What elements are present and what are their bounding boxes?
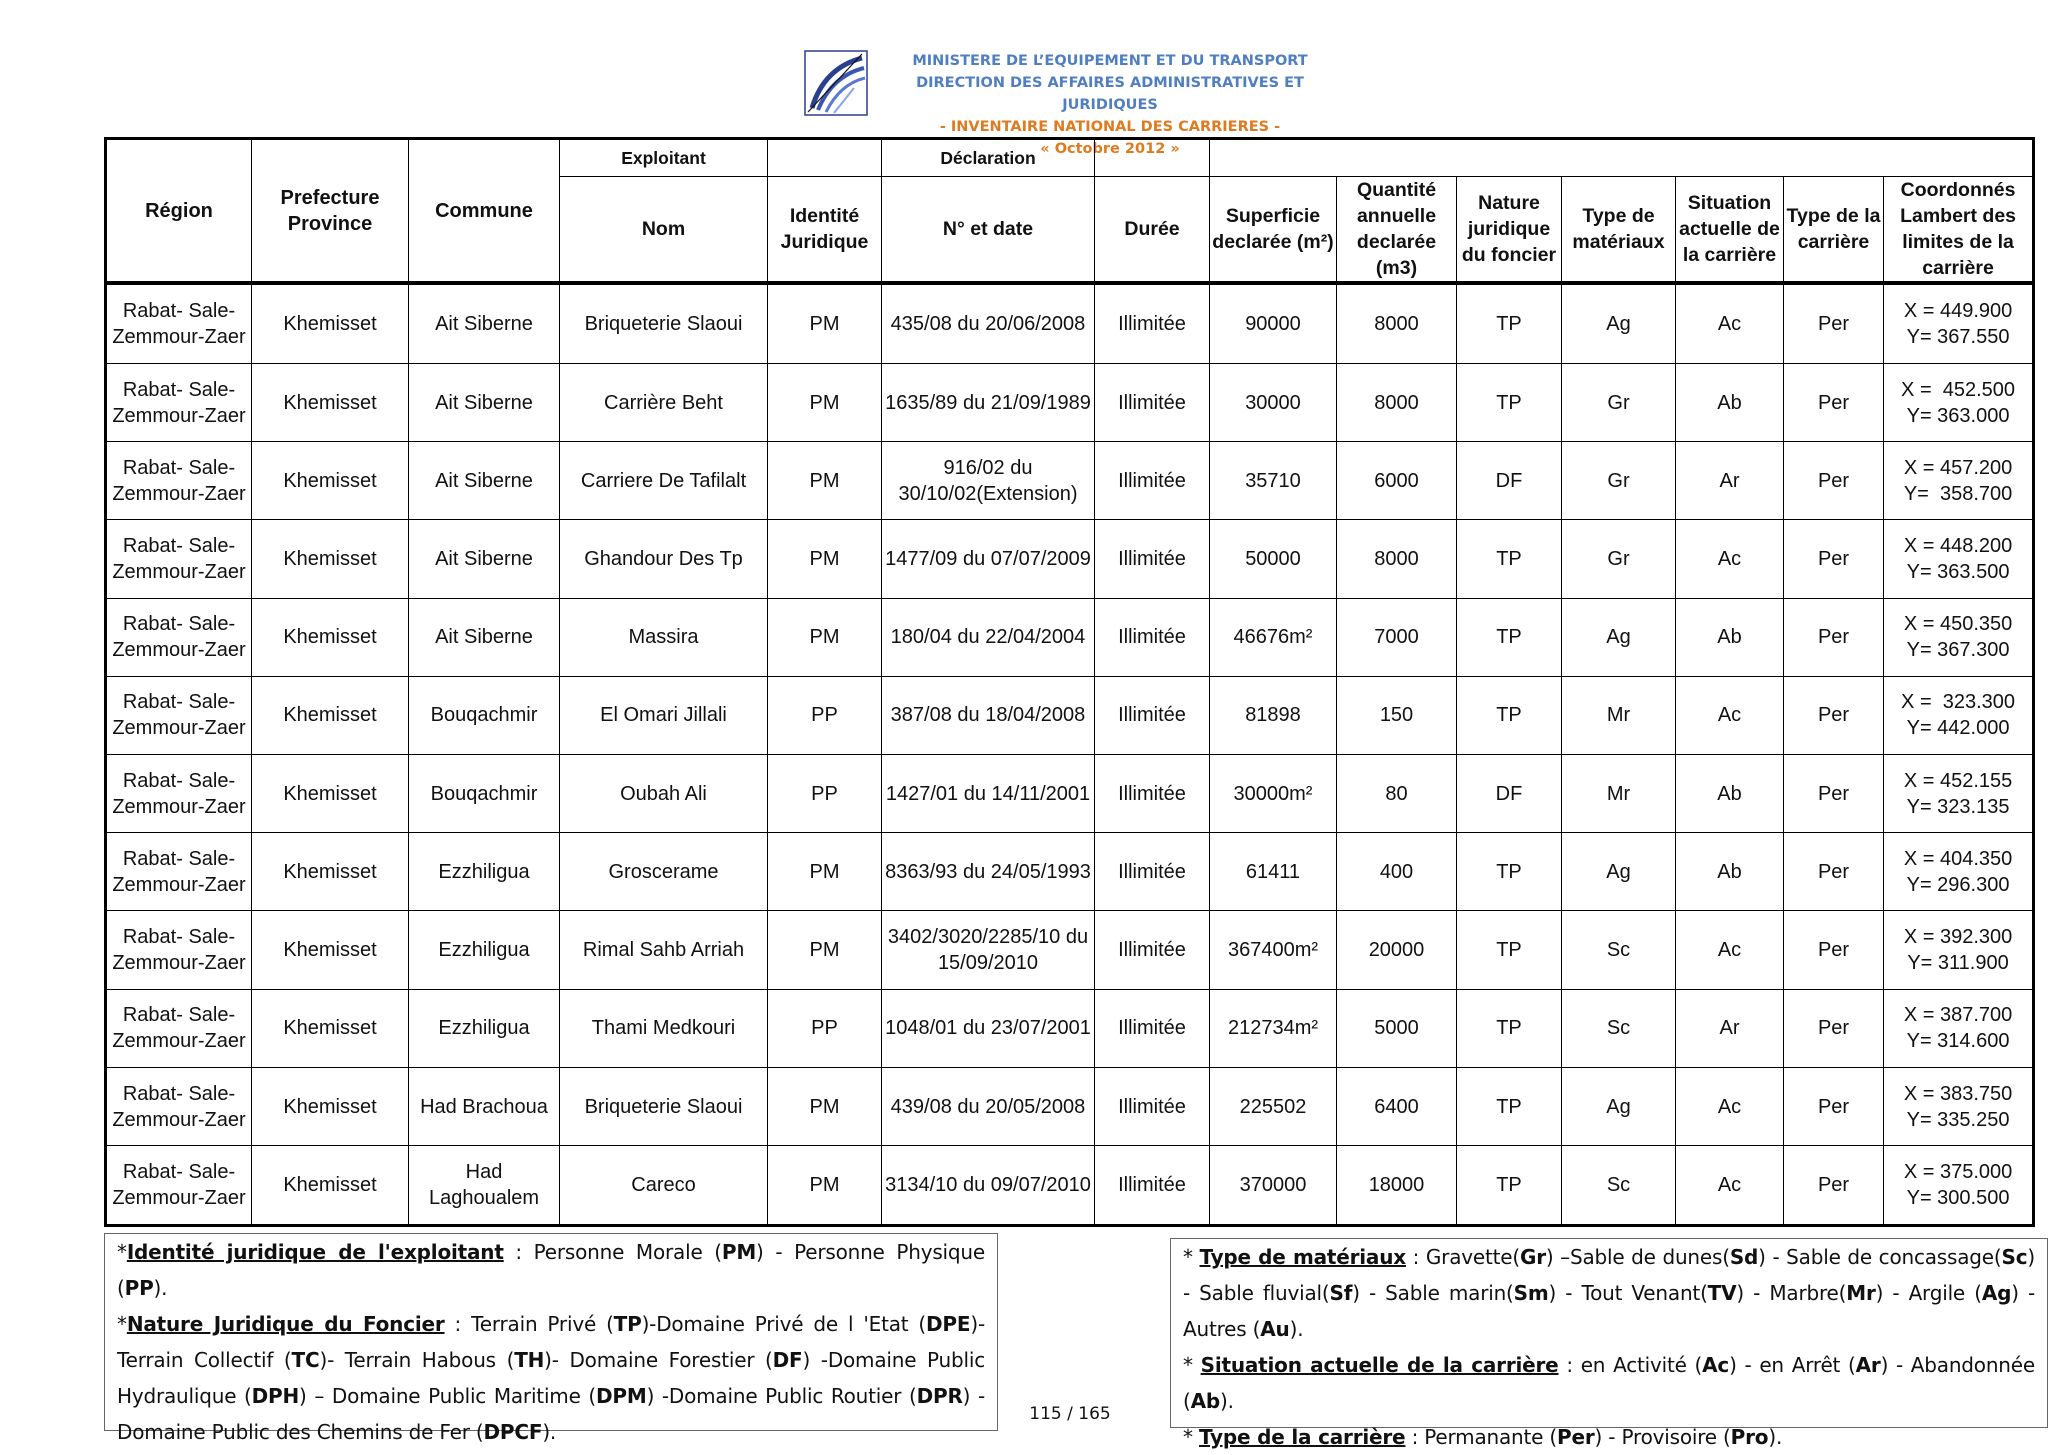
cell-situation: Ac	[1676, 1146, 1784, 1226]
cell-superficie: 225502	[1210, 1067, 1337, 1145]
legend-code: Sf	[1329, 1281, 1353, 1305]
cell-coordonnees	[1884, 442, 2034, 520]
cell-coordonnees	[1884, 989, 2034, 1067]
cell-type-car: Per	[1784, 283, 1884, 363]
cell-type-car: Per	[1784, 911, 1884, 989]
cell-quantite: 5000	[1337, 989, 1457, 1067]
cell-nature: TP	[1457, 833, 1562, 911]
legend-situation: * Situation actuelle de la carrière : en Activité (Ac) - en Arrêt (Ar) - Abandonnée (Ab).	[1183, 1353, 2035, 1413]
cell-identite: PP	[768, 676, 882, 754]
cell-commune: Had Brachoua	[409, 1067, 560, 1145]
legend-text: ) - Domaine Public des Chemins de Fer (	[117, 1384, 986, 1444]
cell-quantite: 80	[1337, 755, 1457, 833]
cell-prefecture: Khemisset	[252, 755, 409, 833]
cell-duree: Illimitée	[1095, 833, 1210, 911]
cell-region: Rabat- Sale-Zemmour-Zaer	[106, 989, 252, 1067]
ministry-logo-icon	[804, 50, 868, 116]
cell-nom: Massira	[560, 598, 768, 676]
coord-x: X = 448.200	[1903, 534, 2013, 557]
cell-region: Rabat- Sale-Zemmour-Zaer	[106, 755, 252, 833]
cell-coordonnees	[1884, 755, 2034, 833]
ministry-title: MINISTERE DE L’EQUIPEMENT ET DU TRANSPORT	[912, 53, 1308, 69]
legend-code: DPH	[251, 1384, 300, 1408]
direction-title: DIRECTION DES AFFAIRES ADMINISTRATIVES ET JURIDIQUES	[916, 75, 1304, 113]
header-group-empty-1	[768, 139, 882, 177]
cell-numero: 1427/01 du 14/11/2001	[882, 755, 1095, 833]
cell-commune: Ait Siberne	[409, 363, 560, 441]
legend-code: Sd	[1729, 1245, 1759, 1269]
cell-identite: PP	[768, 755, 882, 833]
cell-region: Rabat- Sale-Zemmour-Zaer	[106, 833, 252, 911]
cell-nature: TP	[1457, 363, 1562, 441]
cell-type-mat: Sc	[1562, 911, 1676, 989]
legend-text: ) – Domaine Public Maritime (	[299, 1384, 597, 1408]
coord-y: Y= 367.300	[1906, 639, 2010, 662]
legend-code: Per	[1557, 1425, 1595, 1449]
legend-text: ) - Autres (	[1183, 1281, 2035, 1341]
cell-commune: Bouqachmir	[409, 755, 560, 833]
cell-commune: Ait Siberne	[409, 520, 560, 598]
cell-quantite: 8000	[1337, 283, 1457, 363]
coord-x: X = 323.300	[1901, 691, 2016, 714]
legend-text: : Gravette(	[1405, 1245, 1520, 1269]
cell-type-mat: Sc	[1562, 989, 1676, 1067]
legend-text: ) - Sable marin(	[1352, 1281, 1514, 1305]
legend-text: ) -Domaine Public Hydraulique (	[117, 1348, 986, 1408]
cell-prefecture: Khemisset	[252, 363, 409, 441]
cell-situation: Ac	[1676, 676, 1784, 754]
cell-nature: TP	[1457, 283, 1562, 363]
coord-x: X = 383.750	[1903, 1082, 2013, 1105]
legend-text: ) –Sable de dunes(	[1545, 1245, 1730, 1269]
cell-quantite: 6400	[1337, 1067, 1457, 1145]
legend-text: ) - Sable de concassage(	[1758, 1245, 2002, 1269]
legend-code: DPE	[926, 1312, 971, 1336]
cell-superficie: 370000	[1210, 1146, 1337, 1226]
cell-superficie: 30000m²	[1210, 755, 1337, 833]
header-prefecture: Prefecture Province	[252, 139, 409, 284]
header-group-declaration: Déclaration	[882, 139, 1095, 177]
cell-identite: PM	[768, 1067, 882, 1145]
cell-quantite: 400	[1337, 833, 1457, 911]
legend-code: Sc	[2001, 1245, 2028, 1269]
cell-commune: Ait Siberne	[409, 598, 560, 676]
cell-duree: Illimitée	[1095, 755, 1210, 833]
cell-nature: TP	[1457, 989, 1562, 1067]
header-nature: Nature juridique du foncier	[1457, 177, 1562, 284]
table-row	[106, 911, 2034, 989]
table-row	[106, 755, 2034, 833]
cell-coordonnees	[1884, 520, 2034, 598]
cell-nature: TP	[1457, 598, 1562, 676]
cell-commune: Ait Siberne	[409, 283, 560, 363]
legend-text: )- Terrain Habous (	[319, 1348, 515, 1372]
cell-quantite: 8000	[1337, 363, 1457, 441]
cell-numero: 1635/89 du 21/09/1989	[882, 363, 1095, 441]
coord-x: X = 392.300	[1903, 926, 2013, 949]
cell-type-car: Per	[1784, 442, 1884, 520]
legend-nature: *Nature Juridique du Foncier : Terrain Privé (TP)-Domaine Privé de l 'Etat (DPE)- Terrain Collectif (TC)- Terrain Habous (TH)- Domaine Forestier (DF) -Domaine Public Hydraulique (DPH) – Domaine Public Maritime (DPM) -Domaine Public Routier (DPR) - Domaine Public des Chemins de Fer (DPCF).	[117, 1312, 986, 1444]
legend-code: DF	[772, 1348, 803, 1372]
cell-coordonnees	[1884, 1067, 2034, 1145]
cell-type-mat: Ag	[1562, 833, 1676, 911]
header-group-exploitant: Exploitant	[560, 139, 768, 177]
cell-type-car: Per	[1784, 833, 1884, 911]
legend-code: Ar	[1855, 1353, 1881, 1377]
cell-superficie: 90000	[1210, 283, 1337, 363]
cell-duree: Illimitée	[1095, 911, 1210, 989]
cell-region: Rabat- Sale-Zemmour-Zaer	[106, 911, 252, 989]
header-duree: Durée	[1095, 177, 1210, 284]
header-nom: Nom	[560, 177, 768, 284]
legend-text: : Terrain Privé (	[444, 1312, 614, 1336]
legend-text: ) -Domaine Public Routier (	[646, 1384, 917, 1408]
header-identite: Identité Juridique	[768, 177, 882, 284]
cell-coordonnees	[1884, 363, 2034, 441]
cell-duree: Illimitée	[1095, 283, 1210, 363]
legend-text: : Permanante (	[1405, 1425, 1558, 1449]
cell-situation: Ac	[1676, 1067, 1784, 1145]
cell-situation: Ab	[1676, 598, 1784, 676]
cell-situation: Ab	[1676, 833, 1784, 911]
coord-x: X = 404.350	[1903, 847, 2013, 870]
cell-nom: Rimal Sahb Arriah	[560, 911, 768, 989]
cell-quantite: 7000	[1337, 598, 1457, 676]
cell-type-car: Per	[1784, 755, 1884, 833]
legend-code: TC	[291, 1348, 320, 1372]
legend-left	[104, 1233, 998, 1444]
header-group-empty-3	[1210, 139, 2034, 177]
coord-y: Y= 367.550	[1906, 325, 2010, 348]
legend-text: ).	[542, 1420, 557, 1444]
cell-nom: Briqueterie Slaoui	[560, 283, 768, 363]
table-row	[106, 283, 2034, 363]
header-group-empty-2	[1095, 139, 1210, 177]
cell-commune: Ezzhiligua	[409, 833, 560, 911]
coord-x: X = 449.900	[1903, 299, 2013, 322]
cell-identite: PM	[768, 598, 882, 676]
header-superficie: Superficie declarée (m²)	[1210, 177, 1337, 284]
header-quantite: Quantité annuelle declarée (m3)	[1337, 177, 1457, 284]
legend-code: TH	[514, 1348, 545, 1372]
cell-numero: 387/08 du 18/04/2008	[882, 676, 1095, 754]
cell-type-car: Per	[1784, 520, 1884, 598]
cell-numero: 439/08 du 20/05/2008	[882, 1067, 1095, 1145]
cell-situation: Ar	[1676, 442, 1784, 520]
cell-prefecture: Khemisset	[252, 989, 409, 1067]
quarries-table	[104, 137, 2035, 1227]
cell-quantite: 150	[1337, 676, 1457, 754]
cell-type-mat: Mr	[1562, 755, 1676, 833]
coord-x: X = 450.350	[1903, 613, 2013, 636]
legend-code: Ac	[1702, 1353, 1730, 1377]
cell-coordonnees	[1884, 1146, 2034, 1226]
cell-type-car: Per	[1784, 1067, 1884, 1145]
legend-typecar-key: Type de la carrière	[1198, 1425, 1406, 1449]
coord-y: Y= 323.135	[1906, 795, 2010, 818]
header-coordonnees: Coordonnés Lambert des limites de la carrière	[1884, 177, 2034, 284]
cell-numero: 435/08 du 20/06/2008	[882, 283, 1095, 363]
cell-region: Rabat- Sale-Zemmour-Zaer	[106, 1067, 252, 1145]
cell-numero: 916/02 du 30/10/02(Extension)	[882, 442, 1095, 520]
cell-type-car: Per	[1784, 1146, 1884, 1226]
header-region: Région	[106, 139, 252, 284]
cell-nom: Carrière Beht	[560, 363, 768, 441]
cell-commune: Ait Siberne	[409, 442, 560, 520]
coord-y: Y= 314.600	[1906, 1030, 2010, 1053]
legend-text: ) - Tout Venant(	[1548, 1281, 1708, 1305]
cell-numero: 3402/3020/2285/10 du 15/09/2010	[882, 911, 1095, 989]
legend-code: DPCF	[483, 1420, 543, 1444]
legend-code: Gr	[1520, 1245, 1546, 1269]
coord-y: Y= 311.900	[1907, 952, 2009, 975]
coord-y: Y= 300.500	[1906, 1187, 2010, 1210]
cell-type-car: Per	[1784, 989, 1884, 1067]
legend-nature-key: Nature Juridique du Foncier	[126, 1312, 445, 1336]
table-row	[106, 598, 2034, 676]
cell-situation: Ab	[1676, 363, 1784, 441]
coord-x: X = 452.155	[1903, 769, 2013, 792]
header-type-materiaux: Type de matériaux	[1562, 177, 1676, 284]
coord-y: Y= 296.300	[1906, 873, 2010, 896]
cell-nature: TP	[1457, 1067, 1562, 1145]
coord-y: Y= 363.000	[1906, 404, 2010, 427]
cell-commune: Ezzhiligua	[409, 911, 560, 989]
legend-text: ) - Abandonnée (	[1183, 1353, 2035, 1413]
legend-text: )-Domaine Privé de l 'Etat (	[641, 1312, 927, 1336]
legend-code: Pro	[1730, 1425, 1769, 1449]
cell-quantite: 8000	[1337, 520, 1457, 598]
cell-region: Rabat- Sale-Zemmour-Zaer	[106, 1146, 252, 1226]
table-row	[106, 989, 2034, 1067]
cell-type-car: Per	[1784, 598, 1884, 676]
document-header	[0, 50, 2048, 157]
legend-text: ) - Sable fluvial(	[1183, 1245, 2035, 1305]
cell-nature: DF	[1457, 755, 1562, 833]
cell-duree: Illimitée	[1095, 1146, 1210, 1226]
legend-text: )- Domaine Forestier (	[544, 1348, 773, 1372]
header-commune: Commune	[409, 139, 560, 284]
cell-nom: Careco	[560, 1146, 768, 1226]
header-type-carriere: Type de la carrière	[1784, 177, 1884, 284]
cell-numero: 1048/01 du 23/07/2001	[882, 989, 1095, 1067]
cell-prefecture: Khemisset	[252, 1067, 409, 1145]
cell-identite: PM	[768, 520, 882, 598]
inventory-title: - INVENTAIRE NATIONAL DES CARRIERES -	[939, 119, 1281, 135]
legend-text: ).	[1220, 1389, 1234, 1413]
cell-type-mat: Ag	[1562, 1067, 1676, 1145]
cell-nature: TP	[1457, 911, 1562, 989]
table-row	[106, 676, 2034, 754]
cell-coordonnees	[1884, 833, 2034, 911]
cell-superficie: 81898	[1210, 676, 1337, 754]
cell-nom: Ghandour Des Tp	[560, 520, 768, 598]
legend-text: ) - Marbre(	[1736, 1281, 1847, 1305]
cell-numero: 8363/93 du 24/05/1993	[882, 833, 1095, 911]
cell-nature: TP	[1457, 520, 1562, 598]
cell-nom: Briqueterie Slaoui	[560, 1067, 768, 1145]
coord-x: X = 457.200	[1903, 456, 2013, 479]
legend-code: Sm	[1513, 1281, 1549, 1305]
cell-numero: 3134/10 du 09/07/2010	[882, 1146, 1095, 1226]
legend-code: DPM	[596, 1384, 647, 1408]
cell-type-mat: Ag	[1562, 598, 1676, 676]
cell-situation: Ab	[1676, 755, 1784, 833]
cell-quantite: 20000	[1337, 911, 1457, 989]
report-date: « Octobre 2012 »	[1040, 141, 1180, 157]
coord-y: Y= 335.250	[1906, 1108, 2010, 1131]
cell-region: Rabat- Sale-Zemmour-Zaer	[106, 283, 252, 363]
legend-identite: *Identité juridique de l'exploitant : Personne Morale (PM) - Personne Physique (PP).	[117, 1240, 985, 1300]
legend-code: Ag	[1981, 1281, 2012, 1305]
cell-nature: TP	[1457, 676, 1562, 754]
cell-prefecture: Khemisset	[252, 1146, 409, 1226]
table-row	[106, 1067, 2034, 1145]
coord-y: Y= 363.500	[1906, 560, 2010, 583]
cell-duree: Illimitée	[1095, 1067, 1210, 1145]
legend-right	[1170, 1238, 2048, 1449]
legend-text: ).	[1768, 1425, 1783, 1449]
header-situation: Situation actuelle de la carrière	[1676, 177, 1784, 284]
cell-duree: Illimitée	[1095, 989, 1210, 1067]
cell-superficie: 61411	[1210, 833, 1337, 911]
legend-situation-key: Situation actuelle de la carrière	[1200, 1353, 1559, 1377]
cell-type-mat: Gr	[1562, 442, 1676, 520]
cell-region: Rabat- Sale-Zemmour-Zaer	[106, 442, 252, 520]
cell-coordonnees	[1884, 283, 2034, 363]
legend-text: ) - Provisoire (	[1594, 1425, 1731, 1449]
cell-identite: PM	[768, 363, 882, 441]
cell-type-mat: Ag	[1562, 283, 1676, 363]
legend-text: ).	[1289, 1317, 1304, 1341]
cell-identite: PM	[768, 1146, 882, 1226]
legend-text: : en Activité (	[1558, 1353, 1703, 1377]
cell-superficie: 35710	[1210, 442, 1337, 520]
legend-text: ) - Argile (	[1875, 1281, 1982, 1305]
cell-situation: Ac	[1676, 911, 1784, 989]
cell-coordonnees	[1884, 911, 2034, 989]
legend-text: ) - en Arrêt (	[1729, 1353, 1856, 1377]
legend-code: Ab	[1190, 1389, 1221, 1413]
cell-type-car: Per	[1784, 363, 1884, 441]
header-numero: N° et date	[882, 177, 1095, 284]
cell-commune: Had Laghoualem	[409, 1146, 560, 1226]
coord-y: Y= 442.000	[1906, 717, 2010, 740]
legend-code: TP	[613, 1312, 642, 1336]
cell-identite: PM	[768, 911, 882, 989]
page-number: 115 / 165	[1029, 1404, 1111, 1424]
legend-type-key: Type de matériaux	[1199, 1245, 1406, 1269]
legend-type-carriere: * Type de la carrière : Permanante (Per) - Provisoire (Pro).	[1183, 1425, 1783, 1449]
table-row	[106, 1146, 2034, 1226]
cell-coordonnees	[1884, 676, 2034, 754]
legend-type-materiaux: * Type de matériaux : Gravette(Gr) –Sable de dunes(Sd) - Sable de concassage(Sc) - Sable fluvial(Sf) - Sable marin(Sm) - Tout Venant(TV) - Marbre(Mr) - Argile (Ag) - Autres (Au).	[1183, 1245, 2035, 1341]
cell-superficie: 30000	[1210, 363, 1337, 441]
cell-prefecture: Khemisset	[252, 833, 409, 911]
cell-region: Rabat- Sale-Zemmour-Zaer	[106, 363, 252, 441]
cell-prefecture: Khemisset	[252, 283, 409, 363]
cell-identite: PM	[768, 833, 882, 911]
cell-type-mat: Sc	[1562, 1146, 1676, 1226]
legend-code: Mr	[1846, 1281, 1876, 1305]
cell-nom: Groscerame	[560, 833, 768, 911]
legend-code: DPR	[916, 1384, 963, 1408]
legend-code: Au	[1260, 1317, 1290, 1341]
cell-commune: Ezzhiligua	[409, 989, 560, 1067]
cell-type-car: Per	[1784, 676, 1884, 754]
cell-quantite: 6000	[1337, 442, 1457, 520]
cell-nom: Thami Medkouri	[560, 989, 768, 1067]
cell-type-mat: Mr	[1562, 676, 1676, 754]
coord-x: X = 387.700	[1903, 1004, 2013, 1027]
cell-quantite: 18000	[1337, 1146, 1457, 1226]
cell-duree: Illimitée	[1095, 520, 1210, 598]
cell-nom: El Omari Jillali	[560, 676, 768, 754]
cell-duree: Illimitée	[1095, 442, 1210, 520]
cell-prefecture: Khemisset	[252, 598, 409, 676]
coord-y: Y= 358.700	[1903, 482, 2013, 505]
cell-nom: Carriere De Tafilalt	[560, 442, 768, 520]
cell-superficie: 212734m²	[1210, 989, 1337, 1067]
cell-superficie: 367400m²	[1210, 911, 1337, 989]
cell-region: Rabat- Sale-Zemmour-Zaer	[106, 598, 252, 676]
coord-x: X = 375.000	[1903, 1161, 2013, 1184]
cell-prefecture: Khemisset	[252, 911, 409, 989]
table-body	[106, 283, 2034, 1226]
cell-identite: PM	[768, 283, 882, 363]
cell-region: Rabat- Sale-Zemmour-Zaer	[106, 520, 252, 598]
table-row	[106, 520, 2034, 598]
cell-nature: TP	[1457, 1146, 1562, 1226]
legend-identite-key: Identité juridique de l'exploitant	[126, 1240, 504, 1264]
cell-identite: PM	[768, 442, 882, 520]
cell-superficie: 46676m²	[1210, 598, 1337, 676]
cell-duree: Illimitée	[1095, 676, 1210, 754]
cell-situation: Ac	[1676, 283, 1784, 363]
coord-x: X = 452.500	[1901, 378, 2016, 401]
cell-situation: Ar	[1676, 989, 1784, 1067]
legend-code: TV	[1707, 1281, 1737, 1305]
cell-duree: Illimitée	[1095, 598, 1210, 676]
cell-situation: Ac	[1676, 520, 1784, 598]
cell-type-mat: Gr	[1562, 520, 1676, 598]
table-row	[106, 833, 2034, 911]
cell-prefecture: Khemisset	[252, 520, 409, 598]
cell-commune: Bouqachmir	[409, 676, 560, 754]
table-row	[106, 363, 2034, 441]
cell-identite: PP	[768, 989, 882, 1067]
cell-superficie: 50000	[1210, 520, 1337, 598]
cell-nature: DF	[1457, 442, 1562, 520]
cell-region: Rabat- Sale-Zemmour-Zaer	[106, 676, 252, 754]
cell-numero: 1477/09 du 07/07/2009	[882, 520, 1095, 598]
table-row	[106, 442, 2034, 520]
cell-prefecture: Khemisset	[252, 676, 409, 754]
cell-coordonnees	[1884, 598, 2034, 676]
cell-numero: 180/04 du 22/04/2004	[882, 598, 1095, 676]
cell-duree: Illimitée	[1095, 363, 1210, 441]
cell-prefecture: Khemisset	[252, 442, 409, 520]
cell-type-mat: Gr	[1562, 363, 1676, 441]
group-header-row	[106, 139, 2034, 177]
cell-nom: Oubah Ali	[560, 755, 768, 833]
legend-text: )- Terrain Collectif (	[117, 1312, 985, 1372]
